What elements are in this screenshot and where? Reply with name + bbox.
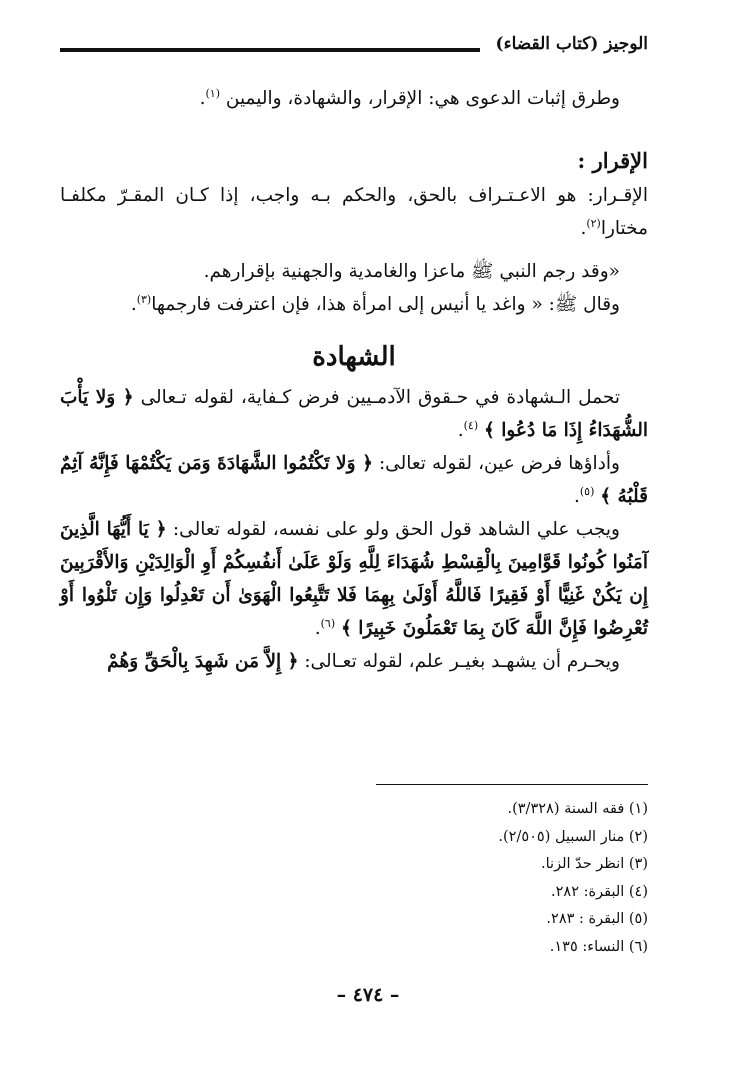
footnote-ref: (٤) — [463, 418, 479, 432]
footnote-ref: (٢) — [586, 216, 601, 230]
footnotes-list — [200, 796, 648, 961]
hadith-paragraph: وقال ﷺ: « واغد يا أنيس إلى امرأة هذا، فإن اعترفت فارجمها$^{(٣)}$. — [130, 292, 620, 315]
iqrar-heading: الإقرار : — [577, 148, 648, 173]
iqrar-definition: الإقـرار: هو الاعـتـراف بالحق، والحكم بـه واجب، إذا كـان المقـرّ مكلفـا مختارا$^{(٢)}$. — [60, 185, 648, 239]
intro-text: وطرق إثبات الدعوى هي: الإقرار، والشهادة، واليمين — [225, 88, 620, 109]
quran-verse-1: ﴿ وَلا يَأْبَ الشُّهَدَاءُ إِذَا مَا دُعُوا ﴾ — [60, 387, 648, 441]
paragraph-1-text: تحمل الـشهادة في حـقوق الآدمـيين فرض كـفاية، لقوله تـعالى — [140, 387, 620, 408]
footnote-6: (٦) النساء: ١٣٥. — [549, 938, 648, 955]
quran-verse-2: ﴿ وَلا تَكْتُمُوا الشَّهَادَةَ وَمَن يَكْتُمْهَا فَإِنَّهُ آثِمٌ قَلْبُهُ ﴾ — [60, 453, 648, 507]
footnote-ref: (٥) — [579, 484, 595, 498]
quran-verse-3: ﴿ يَا أَيُّهَا الَّذِينَ آمَنُوا كُونُوا قَوَّامِينَ بِالْقِسْطِ شُهَدَاءَ لِلَّهِ وَلَوْ عَلَىٰ أَنفُسِكُمْ أَوِ الْوَالِدَيْنِ وَالأَقْرَبِينَ إِن يَكُنْ غَنِيًّا أَوْ فَقِيرًا فَاللَّهُ أَوْلَىٰ بِهِمَا فَلا تَتَّبِعُوا الْهَوَىٰ أَن تَعْدِلُوا وَإِن تَلْوُوا أَوْ تُعْرِضُوا فَإِنَّ اللَّهَ كَانَ بِمَا تَعْمَلُونَ خَبِيرًا ﴾ — [60, 519, 648, 639]
footnote-ref: (١) — [205, 86, 220, 100]
footnote-separator — [376, 784, 648, 785]
footnote-ref: (٦) — [320, 616, 336, 630]
paragraph-2: وأداؤها فرض عين، لقوله تعالى: ﴿ وَلا تَكْتُمُوا الشَّهَادَةَ وَمَن يَكْتُمْهَا فَإِنَّهُ آثِمٌ قَلْبُهُ ﴾ $^{(٥)}$. — [60, 453, 648, 507]
paragraph-4-text: ويحـرم أن يشهـد بغيـر علم، لقوله تعـالى: — [304, 651, 620, 672]
header-rule — [60, 48, 480, 52]
shahada-heading: الشهادة — [312, 342, 396, 372]
footnote-3: (٣) انظر حدّ الزنا. — [541, 856, 648, 872]
paragraph-4 — [60, 645, 648, 678]
paragraph-3-text: ويجب علي الشاهد قول الحق ولو على نفسه، لقوله تعالى: — [172, 519, 620, 540]
quran-verse-4: ﴿ إِلاَّ مَن شَهِدَ بِالْحَقِّ وَهُمْ — [107, 651, 299, 672]
page-number: – ٤٧٤ – — [336, 984, 400, 1006]
footnote-5: (٥) البقرة : ٢٨٣. — [546, 911, 648, 927]
footnote-1: (١) فقه السنة (٣/٣٢٨). — [507, 801, 648, 817]
paragraph-2-text: وأداؤها فرض عين، لقوله تعالى: — [378, 453, 620, 474]
intro-paragraph: وطرق إثبات الدعوى هي: الإقرار، والشهادة، واليمين $^{(١)}$. — [199, 86, 620, 109]
footnote-4: (٤) البقرة: ٢٨٢. — [551, 883, 648, 900]
rajm-paragraph: «وقد رجم النبي ﷺ ماعزا والغامدية والجهنية بإقرارهم. — [203, 261, 620, 282]
footnote-ref: (٣) — [136, 292, 152, 306]
page-header — [60, 30, 648, 64]
running-head: الوجيز (كتاب القضاء) — [495, 34, 648, 54]
hadith-intro: وقال ﷺ: « — [531, 294, 620, 315]
paragraph-1: تحمل الـشهادة في حـقوق الآدمـيين فرض كـفاية، لقوله تـعالى ﴿ وَلا يَأْبَ الشُّهَدَاءُ إِذَا مَا دُعُوا ﴾ $^{(٤)}$. — [60, 387, 648, 441]
footnote-2: (٢) منار السبيل (٢/٥٠٥). — [498, 828, 648, 845]
page-body — [60, 82, 648, 678]
paragraph-3: ويجب علي الشاهد قول الحق ولو على نفسه، لقوله تعالى: ﴿ يَا أَيُّهَا الَّذِينَ آمَنُوا كُونُوا قَوَّامِينَ بِالْقِسْطِ شُهَدَاءَ لِلَّهِ وَلَوْ عَلَىٰ أَنفُسِكُمْ أَوِ الْوَالِدَيْنِ وَالأَقْرَبِينَ إِن يَكُنْ غَنِيًّا أَوْ فَقِيرًا فَاللَّهُ أَوْلَىٰ بِهِمَا فَلا تَتَّبِعُوا الْهَوَىٰ أَن تَعْدِلُوا وَإِن تَلْوُوا أَوْ تُعْرِضُوا فَإِنَّ اللَّهَ كَانَ بِمَا تَعْمَلُونَ خَبِيرًا ﴾ $^{(٦)}$. — [60, 519, 648, 639]
iqrar-definition-text: الإقـرار: هو الاعـتـراف بالحق، والحكم بـه واجب، إذا كـان المقـرّ مكلفـا مختارا — [60, 185, 648, 239]
hadith-text: واغد يا أنيس إلى امرأة هذا، فإن اعترفت فارجمها — [151, 294, 532, 315]
